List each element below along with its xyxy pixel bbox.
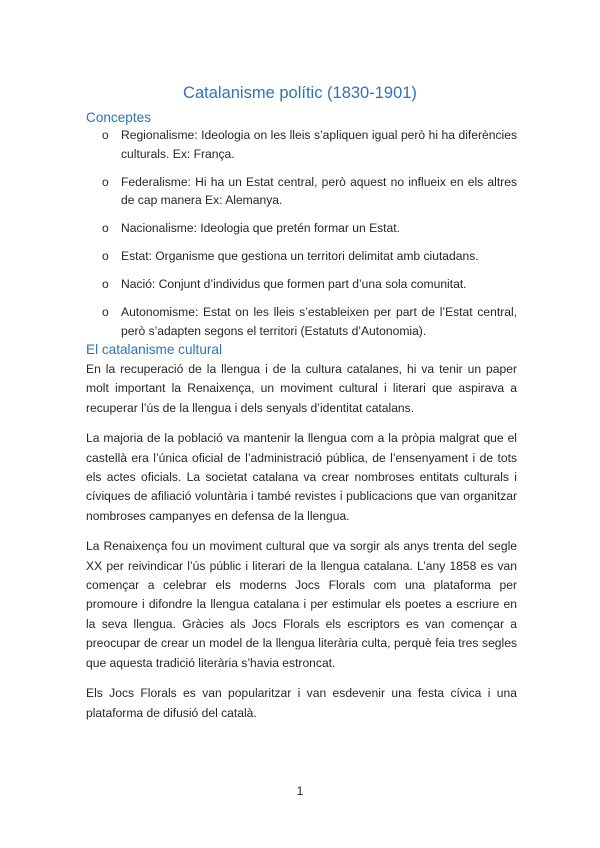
list-item-text: Regionalisme: Ideologia on les lleis s’apliquen igual però hi ha diferències culturals. Ex: França. xyxy=(121,128,517,161)
paragraph: Els Jocs Florals es van popularitzar i van esdevenir una festa cívica i una plataforma de difusió del català. xyxy=(86,686,517,720)
concepts-list xyxy=(86,126,517,350)
bullet-marker: o xyxy=(102,305,109,319)
bullet-marker: o xyxy=(102,277,109,291)
list-item-text: Nació: Conjunt d’individus que formen part d’una sola comunitat. xyxy=(121,277,467,291)
section-heading-catalanisme-cultural: El catalanisme cultural xyxy=(86,342,222,357)
list-item xyxy=(86,219,517,238)
list-item xyxy=(86,303,517,340)
bullet-marker: o xyxy=(102,249,109,263)
list-item-text: Estat: Organisme que gestiona un territori delimitat amb ciutadans. xyxy=(121,249,479,263)
list-item xyxy=(86,126,517,163)
list-item xyxy=(86,275,517,294)
paragraph: La Renaixença fou un moviment cultural que va sorgir als anys trenta del segle XX per reivindicar l’ús públic i literari de la llengua catalana. L’any 1858 es van començar a celebrar els moderns Jocs Florals com una plataforma per promoure i difondre la llengua catalana i per estimular els poetes a escriure en la seva llengua. Gràcies als Jocs Florals els escriptors es van començar a preocupar de crear un model de la llengua literària culta, perquè feia tres segles que aquesta tradició literària s’havia estroncat. xyxy=(86,539,517,670)
document-title: Catalanisme polític (1830-1901) xyxy=(183,84,417,102)
list-item-text: Nacionalisme: Ideologia que pretén formar un Estat. xyxy=(121,221,400,235)
bullet-marker: o xyxy=(102,128,109,142)
list-item-text: Autonomisme: Estat on les lleis s’estableixen per part de l’Estat central, però s’adapten segons el territori (Estatuts d’Autonomia). xyxy=(121,305,517,338)
section-heading-conceptes: Conceptes xyxy=(86,110,151,125)
paragraph: En la recuperació de la llengua i de la cultura catalanes, hi va tenir un paper molt important la Renaixença, un moviment cultural i literari que aspirava a recuperar l’ús de la llengua i dels senyals d’identitat catalans. xyxy=(86,362,517,415)
bullet-marker: o xyxy=(102,174,109,189)
bullet-marker: o xyxy=(102,221,109,235)
list-item xyxy=(86,247,517,266)
section-body xyxy=(86,360,517,734)
list-item-text: Federalisme: Hi ha un Estat central, però aquest no influeix en els altres de cap manera Ex: Alemanya. xyxy=(121,174,517,207)
list-item xyxy=(86,173,517,210)
page-number: 1 xyxy=(296,784,304,798)
paragraph: La majoria de la població va mantenir la llengua com a la pròpia malgrat que el castellà era l’única oficial de l’administració pública, de l’ensenyament i de tots els actes oficials. La societat catalana va crear nombroses entitats culturals i cíviques de afiliació voluntària i també revistes i publicacions que van organitzar nombroses campanyes en defensa de la llengua. xyxy=(86,431,517,523)
